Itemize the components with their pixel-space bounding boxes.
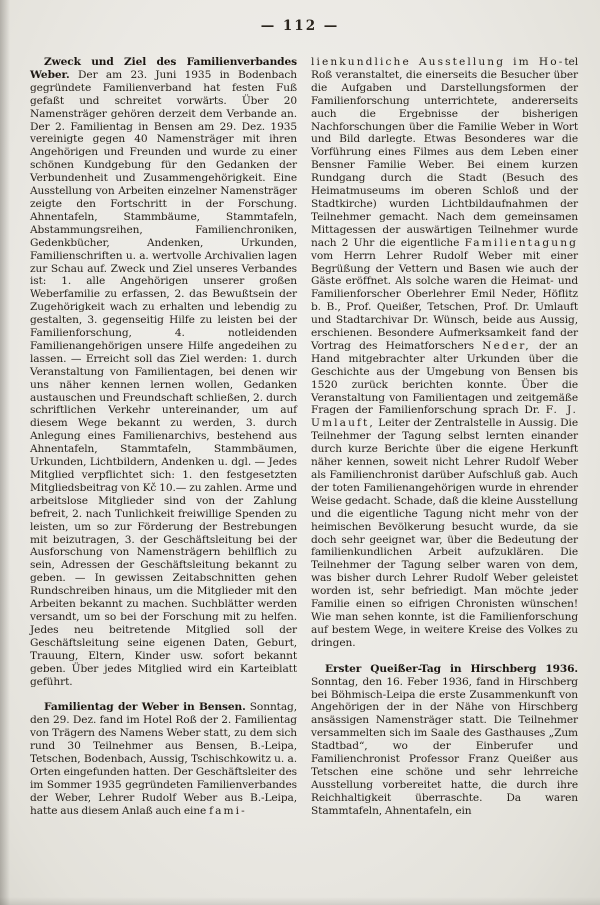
- spaced-phrase-lienkundliche-ausstellung: lienkundliche Ausstellung im Ho-: [311, 56, 565, 68]
- scan-edge-shadow-left: [0, 0, 10, 905]
- spaced-word-fami: fami-: [209, 804, 247, 817]
- article-familientag-bensen: [30, 701, 297, 817]
- article-heading-zweck-und-ziel: Zweck und Ziel des Familienverbandes Weber.: [30, 56, 297, 81]
- left-column: [30, 56, 297, 831]
- article-heading-familientag-bensen: Familientag der Weber in Bensen.: [44, 701, 246, 714]
- spaced-word-neder: Neder,: [482, 339, 531, 352]
- article-heading-queisser-tag: Erster Queißer-Tag in Hirschberg 1936.: [325, 662, 578, 675]
- continuation-text-3: der an Hand mitgebrachter alter Urkunden über die Geschichte aus der Umgebung von Bensen bis 1520 zurück berichten konnte. Über die Veranstaltung von Familientagen und zeitgemäße Fragen der Familienforschung sprach Dr.: [311, 339, 579, 417]
- text-columns: [30, 56, 578, 831]
- article-zweck-und-ziel: [30, 56, 297, 688]
- article-queisser-tag: [311, 663, 578, 818]
- scan-edge-shadow-bottom: [0, 897, 600, 905]
- spaced-word-familientagung: Familientagung: [464, 236, 578, 249]
- right-column: [311, 56, 578, 831]
- continuation-text-2: vom Herrn Lehrer Rudolf Weber mit einer Begrüßung der Vettern und Basen wie auch der Gäste eröffnet. Als solche waren die Heimat- und Familienforscher Oberlehrer Emil Neder, Höflitz b. B., Prof. Queißer, Tetschen, Prof. Dr. Umlauft und Stadtarchivar Dr. Wünsch, beide aus Aussig, erschienen. Besondere Aufmerksamkeit fand der Vortrag des Heimatforschers: [311, 249, 578, 352]
- continuation-text-4: Leiter der Zentralstelle in Aussig. Die Teilnehmer der Tagung selbst lernten einander durch kurze Berichte über die eigene Herkunft näher kennen, soweit nicht Lehrer Rudolf Weber als Familienchronist darüber Aufschluß gab. Auch der toten Familienangehörigen wurde in ehrender Weise gedacht. Schade, daß die kleine Ausstellung und die eigentliche Tagung nicht mehr von der heimischen Bevölkerung besucht wurde, da sie doch sehr geeignet war, über die Bedeutung der familienkundlichen Arbeit aufzuklären. Die Teilnehmer der Tagung selber waren von dem, was bisher durch Lehrer Rudolf Weber geleistet worden ist, sehr befriedigt. Man möchte jeder Familie einen so eifrigen Chronisten wünschen! Wie man sehen konnte, ist die Familienforschung auf bestem Wege, in weitere Kreise des Volkes zu dringen.: [311, 417, 578, 649]
- article-body-familientag-bensen: Sonntag, den 29. Dez. fand im Hotel Roß der 2. Familientag von Trägern des Namens Weber statt, zu dem sich rund 30 Teilnehmer aus Bensen, B.-Leipa, Tetschen, Bodenbach, Aussig, Tschischkowitz u. a. Orten eingefunden hatten. Der Geschäftsleiter des im Sommer 1935 gegründeten Familienverbandes der Weber, Lehrer Rudolf Weber aus B.-Leipa, hatte aus diesem Anlaß auch eine: [30, 701, 297, 817]
- continuation-text-1: tel Roß veranstaltet, die einerseits die Besucher über die Aufgaben und Darstellungsformen der Familienforschung unterrichtete, andererseits auch die Ergebnisse der bisherigen Nachforschungen über die Familie Weber in Wort und Bild darlegte. Etwas Besonderes war die Vorführung eines Filmes aus dem Leben einer Bensner Familie Weber. Bei einem kurzen Rundgang durch die Stadt (Besuch des Heimatmuseums im oberen Schloß und der Stadtkirche) wurden Lichtbildaufnahmen der Teilnehmer gemacht. Nach dem gemeinsamen Mittagessen der auswärtigen Teilnehmer wurde nach 2 Uhr die eigentliche: [311, 56, 578, 249]
- article-body-queisser-tag: Sonntag, den 16. Feber 1936, fand in Hirschberg bei Böhmisch-Leipa die erste Zusammenkunft von Angehörigen der in der Nähe von Hirschberg ansässigen Namensträger statt. Die Teilnehmer versammelten sich im Saale des Gasthauses „Zum Stadtbad“, wo der Einberufer und Familienchronist Professor Franz Queißer aus Tetschen eine schöne und sehr lehrreiche Ausstellung vorbereitet hatte, die durch ihre Reichhaltigkeit überraschte. Da waren Stammtafeln, Ahnentafeln, ein: [311, 675, 578, 817]
- page-number: — 112 —: [260, 18, 340, 34]
- article-body-zweck-und-ziel: Der am 23. Juni 1935 in Bodenbach gegründete Familienverband hat festen Fuß gefaßt und schreitet vorwärts. Über 20 Namensträger gehören derzeit dem Verbande an. Der 2. Familientag in Bensen am 29. Dez. 1935 vereinigte gegen 40 Namensträger mit ihren Angehörigen und Freunden und wurde zu einer schönen Kundgebung für den Gedanken der Verbundenheit und Zusammengehörigkeit. Eine Ausstellung von Arbeiten einzelner Namensträger zeigte den Fortschritt in der Forschung. Ahnentafeln, Stammbäume, Stammtafeln, Abstammungsreihen, Familienchroniken, Gedenkbücher, Andenken, Urkunden, Familienschriften u. a. wertvolle Archivalien lagen zur Schau auf. Zweck und Ziel unseres Verbandes ist: 1. alle Angehörigen unserer großen Weberfamilie zu erfassen, 2. das Bewußtsein der Zugehörigkeit wach zu erhalten und lebendig zu gestalten, 3. gegenseitig Hilfe zu leisten bei der Familienforschung, 4. notleidenden Familienangehörigen unsere Hilfe angedeihen zu lassen. — Erreicht soll das Ziel werden: 1. durch Veranstaltung von Familientagen, bei denen wir uns näher kennen lernen wollen, Gedanken austauschen und Freundschaft schließen, 2. durch schriftlichen Verkehr untereinander, um auf diesem Wege bekannt zu werden, 3. durch Anlegung eines Familienarchivs, bestehend aus Ahnentafeln, Stammtafeln, Stammbäumen, Urkunden, Lichtbildern, Andenken u. dgl. — Jedes Mitglied verpflichtet sich: 1. den festgesetzten Mitgliedsbeitrag von Kč 10.— zu zahlen. Arme und arbeitslose Mitglieder sind von der Zahlung befreit, 2. nach Tunlichkeit freiwillige Spenden zu leisten, um so zur Förderung der Bestrebungen mit beizutragen, 3. der Geschäftsleitung bei der Ausforschung von Namensträgern behilflich zu sein, Adressen der Geschäftsleitung bekannt zu geben. — In gewissen Zeitabschnitten gehen Rundschreiben hinaus, um die Mitglieder mit den Arbeiten bekannt zu machen. Suchblätter werden versandt, um so bei der Forschung mit zu helfen. Jedes neu beitretende Mitglied soll der Geschäftsleitung seine eigenen Daten, Geburt, Trauung, Eltern, Kinder usw. sofort bekannt geben. Über jedes Mitglied wird ein Karteiblatt geführt.: [30, 68, 297, 688]
- article-continuation: [311, 56, 578, 650]
- spaced-word-umlauft: F. J. Umlauft,: [311, 404, 579, 430]
